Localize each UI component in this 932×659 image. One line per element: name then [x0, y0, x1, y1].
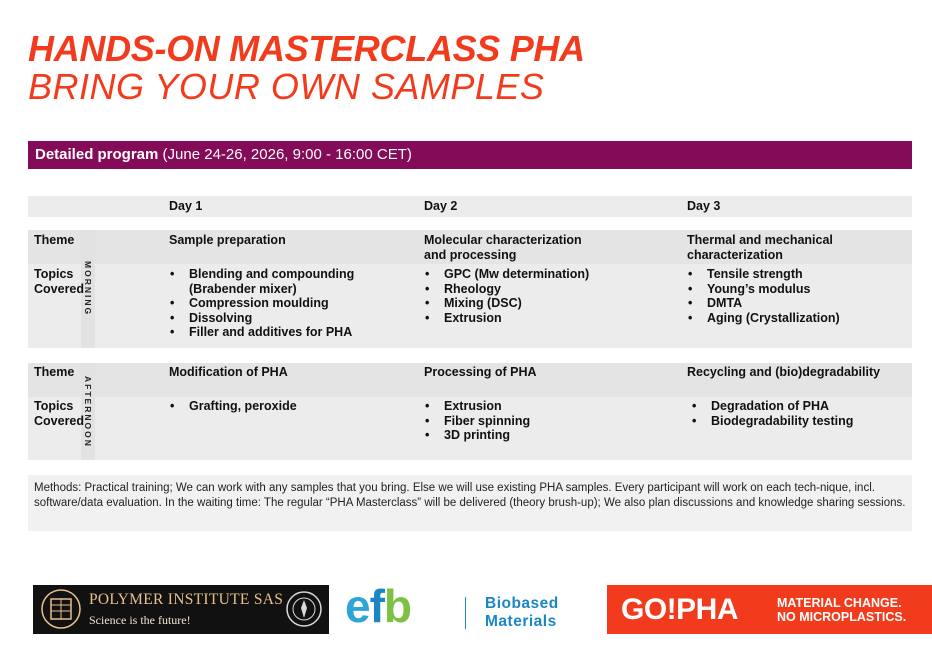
morning-topics-day1 [170, 267, 354, 340]
list-item: • Grafting, peroxide [170, 399, 297, 414]
list-item: • Mixing (DSC) [425, 296, 589, 311]
list-item: • Dissolving [170, 311, 354, 326]
efb-wordmark [345, 579, 411, 633]
morning-topics-day2 [425, 267, 589, 325]
list-item [170, 282, 354, 297]
list-item: • GPC (Mw determination) [425, 267, 589, 282]
morning-theme-label: Theme [34, 233, 75, 247]
morning-theme-day2-line-1: Molecular characterization [424, 233, 582, 247]
polymer-institute-name: POLYMER INSTITUTE SAS [89, 591, 284, 608]
morning-theme-day3-line-1: Thermal and mechanical [687, 233, 833, 247]
polymer-institute-tagline: Science is the future! [89, 613, 191, 627]
morning-topics-label-line-2: Covered [34, 282, 85, 296]
institute-seal-icon [285, 590, 323, 628]
efb-divider [465, 597, 466, 629]
methods-text: Methods: Practical training; We can work with any samples that you bring. Else we will use existing PHA samples. Every participant will work on each tech-nique, incl. software/data evaluation. In the waiting time: The regular “PHA Masterclass” will be delivered (theory brush-up); We also plan discussions and knowledge sharing sessions. [28, 475, 912, 531]
program-band [28, 141, 912, 169]
list-item: • Extrusion [425, 399, 530, 414]
afternoon-theme-day2: Processing of PHA [424, 365, 537, 379]
afternoon-topics-day2 [425, 399, 530, 443]
afternoon-theme-label: Theme [34, 365, 75, 379]
gopha-logo [607, 585, 932, 634]
list-item: • Tensile strength [688, 267, 840, 282]
morning-theme-day1 [169, 233, 286, 248]
list-item: • 3D printing [425, 428, 530, 443]
list-item: • Compression moulding [170, 296, 354, 311]
title-line-2: BRING YOUR OWN SAMPLES [28, 66, 545, 107]
institute-crest-icon [37, 587, 85, 632]
polymer-institute-logo [33, 585, 329, 634]
efb-tagline-line-2: Materials [485, 613, 557, 630]
day-3-header: Day 3 [687, 199, 721, 213]
list-item: • Blending and compounding [170, 267, 354, 282]
morning-topics-label-line-1: Topics [34, 267, 74, 281]
afternoon-topics-label-line-1: Topics [34, 399, 74, 413]
title-line-1: HANDS-ON MASTERCLASS PHA [28, 28, 585, 69]
gopha-brand: GO!PHA [621, 593, 738, 626]
list-item: • Degradation of PHA [692, 399, 853, 414]
list-item-continuation: (Brabender mixer) [189, 281, 297, 296]
morning-topics-day3 [688, 267, 840, 325]
list-item: • Filler and additives for PHA [170, 325, 354, 340]
afternoon-topics-day1 [170, 399, 297, 414]
afternoon-label: AFTERNOON [83, 375, 93, 448]
program-dates: (June 24-26, 2026, 9:00 - 16:00 CET) [162, 146, 412, 163]
list-item: • Biodegradability testing [692, 414, 853, 429]
day-2-header: Day 2 [424, 199, 458, 213]
efb-logo [345, 580, 590, 635]
list-item: • Aging (Crystallization) [688, 311, 840, 326]
efb-tagline [485, 595, 559, 631]
efb-tagline-line-1: Biobased [485, 595, 559, 612]
day-1-header: Day 1 [169, 199, 203, 213]
efb-letter-b: b [383, 580, 412, 632]
morning-theme-day2 [424, 233, 582, 263]
morning-label: MORNING [83, 261, 93, 317]
morning-theme-day3-line-2: characterization [687, 248, 783, 262]
afternoon-topics-label-line-2: Covered [34, 414, 85, 428]
list-item: • Young’s modulus [688, 282, 840, 297]
list-item: • Fiber spinning [425, 414, 530, 429]
afternoon-topics-label [34, 399, 84, 429]
list-item: • Rheology [425, 282, 589, 297]
list-item: • Extrusion [425, 311, 589, 326]
afternoon-theme-day1: Modification of PHA [169, 365, 288, 379]
morning-topics-label [34, 267, 84, 297]
list-item: • DMTA [688, 296, 840, 311]
morning-theme-day3 [687, 233, 833, 263]
afternoon-theme-day3: Recycling and (bio)degradability [687, 365, 881, 379]
morning-theme-day1-line: Sample preparation [169, 233, 286, 247]
efb-letter-f: f [369, 580, 384, 632]
efb-letter-e: e [345, 580, 370, 632]
gopha-slogan-line-2: NO MICROPLASTICS. [777, 610, 907, 624]
gopha-slogan-line-1: MATERIAL CHANGE. [777, 596, 902, 610]
day-header-row [28, 196, 912, 217]
program-label: Detailed program [35, 146, 159, 163]
afternoon-topics-day3 [692, 399, 853, 428]
morning-theme-day2-line-2: and processing [424, 248, 517, 262]
gopha-slogan [777, 596, 906, 624]
